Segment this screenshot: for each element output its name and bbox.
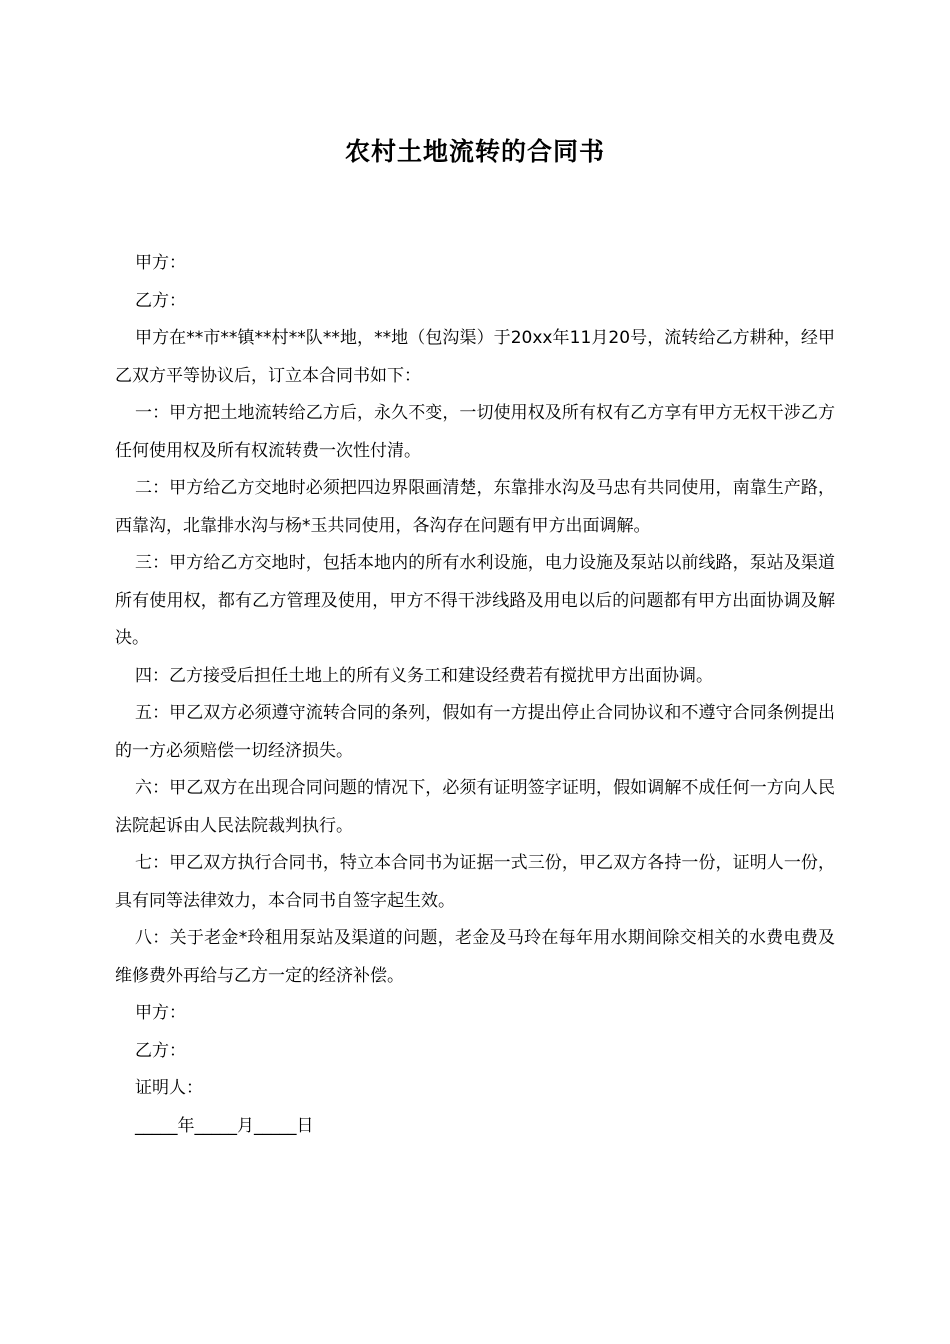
clause-2: 二：甲方给乙方交地时必须把四边界限画清楚，东靠排水沟及马忠有共同使用，南靠生产路，西靠沟，北靠排水沟与杨*玉共同使用，各沟存在问题有甲方出面调解。 [115, 478, 835, 536]
signature-party-b: 乙方： [135, 1040, 186, 1061]
clause-6: 六：甲乙双方在出现合同问题的情况下，必须有证明签字证明，假如调解不成任何一方向人民法院起诉由人民法院裁判执行。 [115, 778, 835, 836]
clause-4: 四：乙方接受后担任土地上的所有义务工和建设经费若有搅扰甲方出面协调。 [135, 665, 713, 686]
signature-party-a: 甲方： [135, 1003, 186, 1023]
party-b-line: 乙方： [135, 290, 186, 311]
clause-7: 七：甲乙双方执行合同书，特立本合同书为证据一式三份，甲乙双方各持一份，证明人一份，具有同等法律效力，本合同书自签字起生效。 [115, 853, 835, 911]
clause-5: 五：甲乙双方必须遵守流转合同的条列，假如有一方提出停止合同协议和不遵守合同条例提出的一方必须赔偿一切经济损失。 [115, 703, 835, 761]
clause-1: 一：甲方把土地流转给乙方后，永久不变，一切使用权及所有权有乙方享有甲方无权干涉乙方任何使用权及所有权流转费一次性付清。 [115, 403, 835, 461]
preamble-paragraph: 甲方在**市**镇**村**队**地，**地（包沟渠）于20xx年11月20号，流转给乙方耕种，经甲乙双方平等协议后，订立本合同书如下： [115, 328, 835, 386]
signature-witness: 证明人： [135, 1078, 203, 1098]
party-a-line: 甲方： [135, 253, 186, 273]
document-title: 农村土地流转的合同书 [344, 137, 605, 166]
document-body [115, 245, 835, 1145]
signature-date-line: _____年_____月_____日 [135, 1115, 314, 1136]
clause-3: 三：甲方给乙方交地时，包括本地内的所有水利设施，电力设施及泵站以前线路，泵站及渠道所有使用权，都有乙方管理及使用，甲方不得干涉线路及用电以后的问题都有甲方出面协调及解决。 [115, 553, 835, 648]
clause-8: 八：关于老金*玲租用泵站及渠道的问题，老金及马玲在每年用水期间除交相关的水费电费及维修费外再给与乙方一定的经济补偿。 [115, 928, 835, 986]
